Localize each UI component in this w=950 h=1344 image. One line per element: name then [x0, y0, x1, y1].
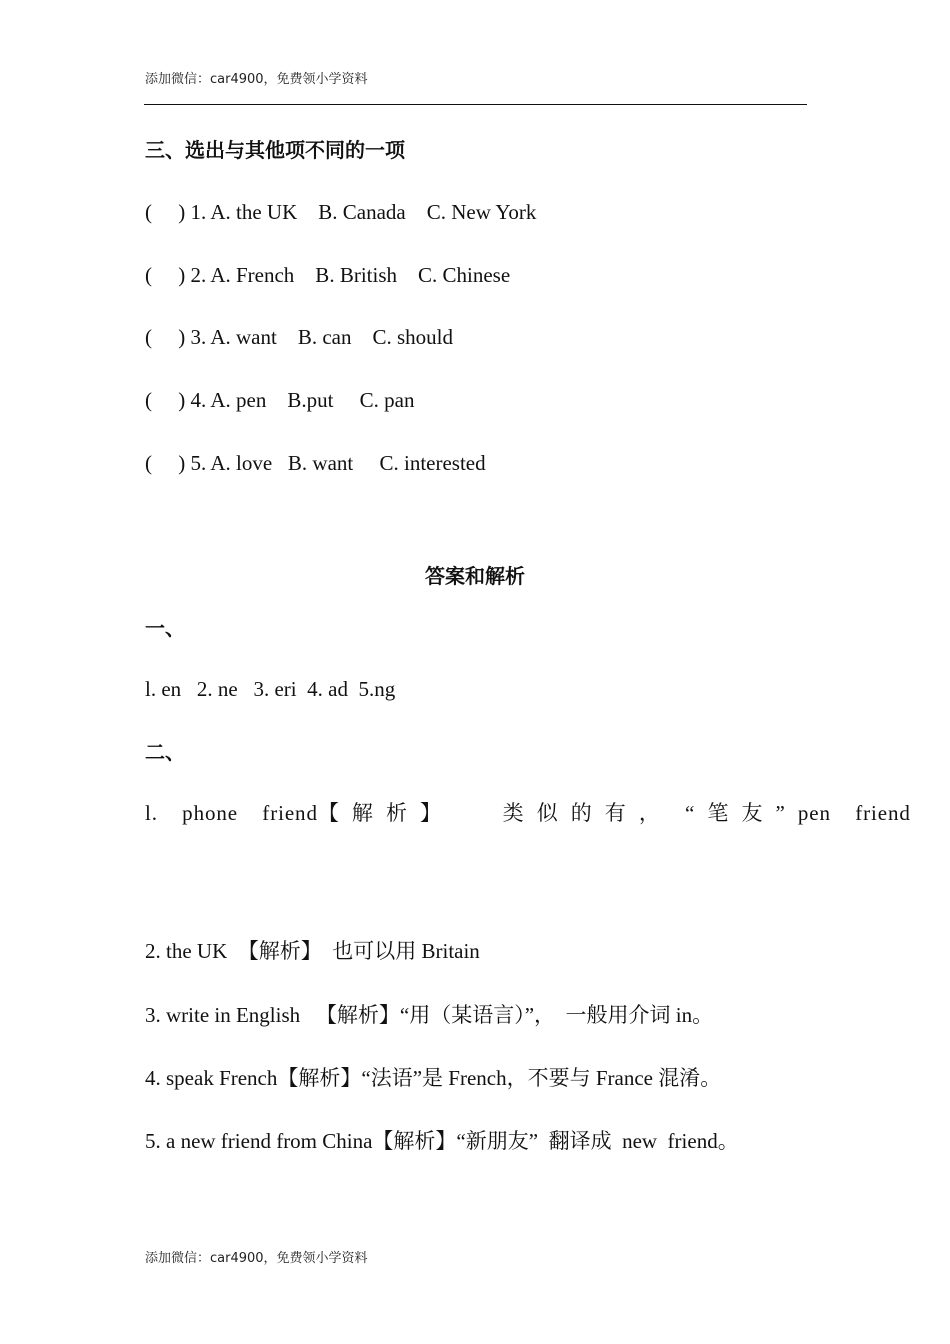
answer-item-3: 3. write in English 【解析】“用（某语言）”， 一般用介词 in。	[145, 1003, 714, 1027]
answers-part1-label: 一、	[145, 616, 185, 640]
answer-item-2: 2. the UK 【解析】 也可以用 Britain	[145, 939, 480, 963]
header-note: 添加微信：car4900，免费领小学资料	[145, 72, 368, 87]
footer-note: 添加微信：car4900，免费领小学资料	[145, 1251, 368, 1266]
answer-item-5: 5. a new friend from China【解析】“新朋友” 翻译成 new friend。	[145, 1129, 739, 1153]
question-1: ( ) 1. A. the UK B. Canada C. New York	[145, 200, 537, 224]
answers-part1-answer: l. en 2. ne 3. eri 4. ad 5.ng	[145, 677, 396, 701]
question-5: ( ) 5. A. love B. want C. interested	[145, 451, 486, 475]
section-title: 三、选出与其他项不同的一项	[145, 138, 405, 162]
header-divider	[144, 104, 807, 105]
question-4: ( ) 4. A. pen B.put C. pan	[145, 388, 415, 412]
question-3: ( ) 3. A. want B. can C. should	[145, 325, 453, 349]
answers-part2-label: 二、	[145, 740, 185, 764]
answer-item-4: 4. speak French【解析】“法语”是 French，不要与 France 混淆。	[145, 1066, 722, 1090]
question-2: ( ) 2. A. French B. British C. Chinese	[145, 263, 511, 287]
answer-item-1: l. phone friend【 解 析 】 类 似 的 有 ， “ 笔 友 ” pen friend	[145, 801, 911, 825]
answers-title: 答案和解析	[425, 564, 525, 588]
